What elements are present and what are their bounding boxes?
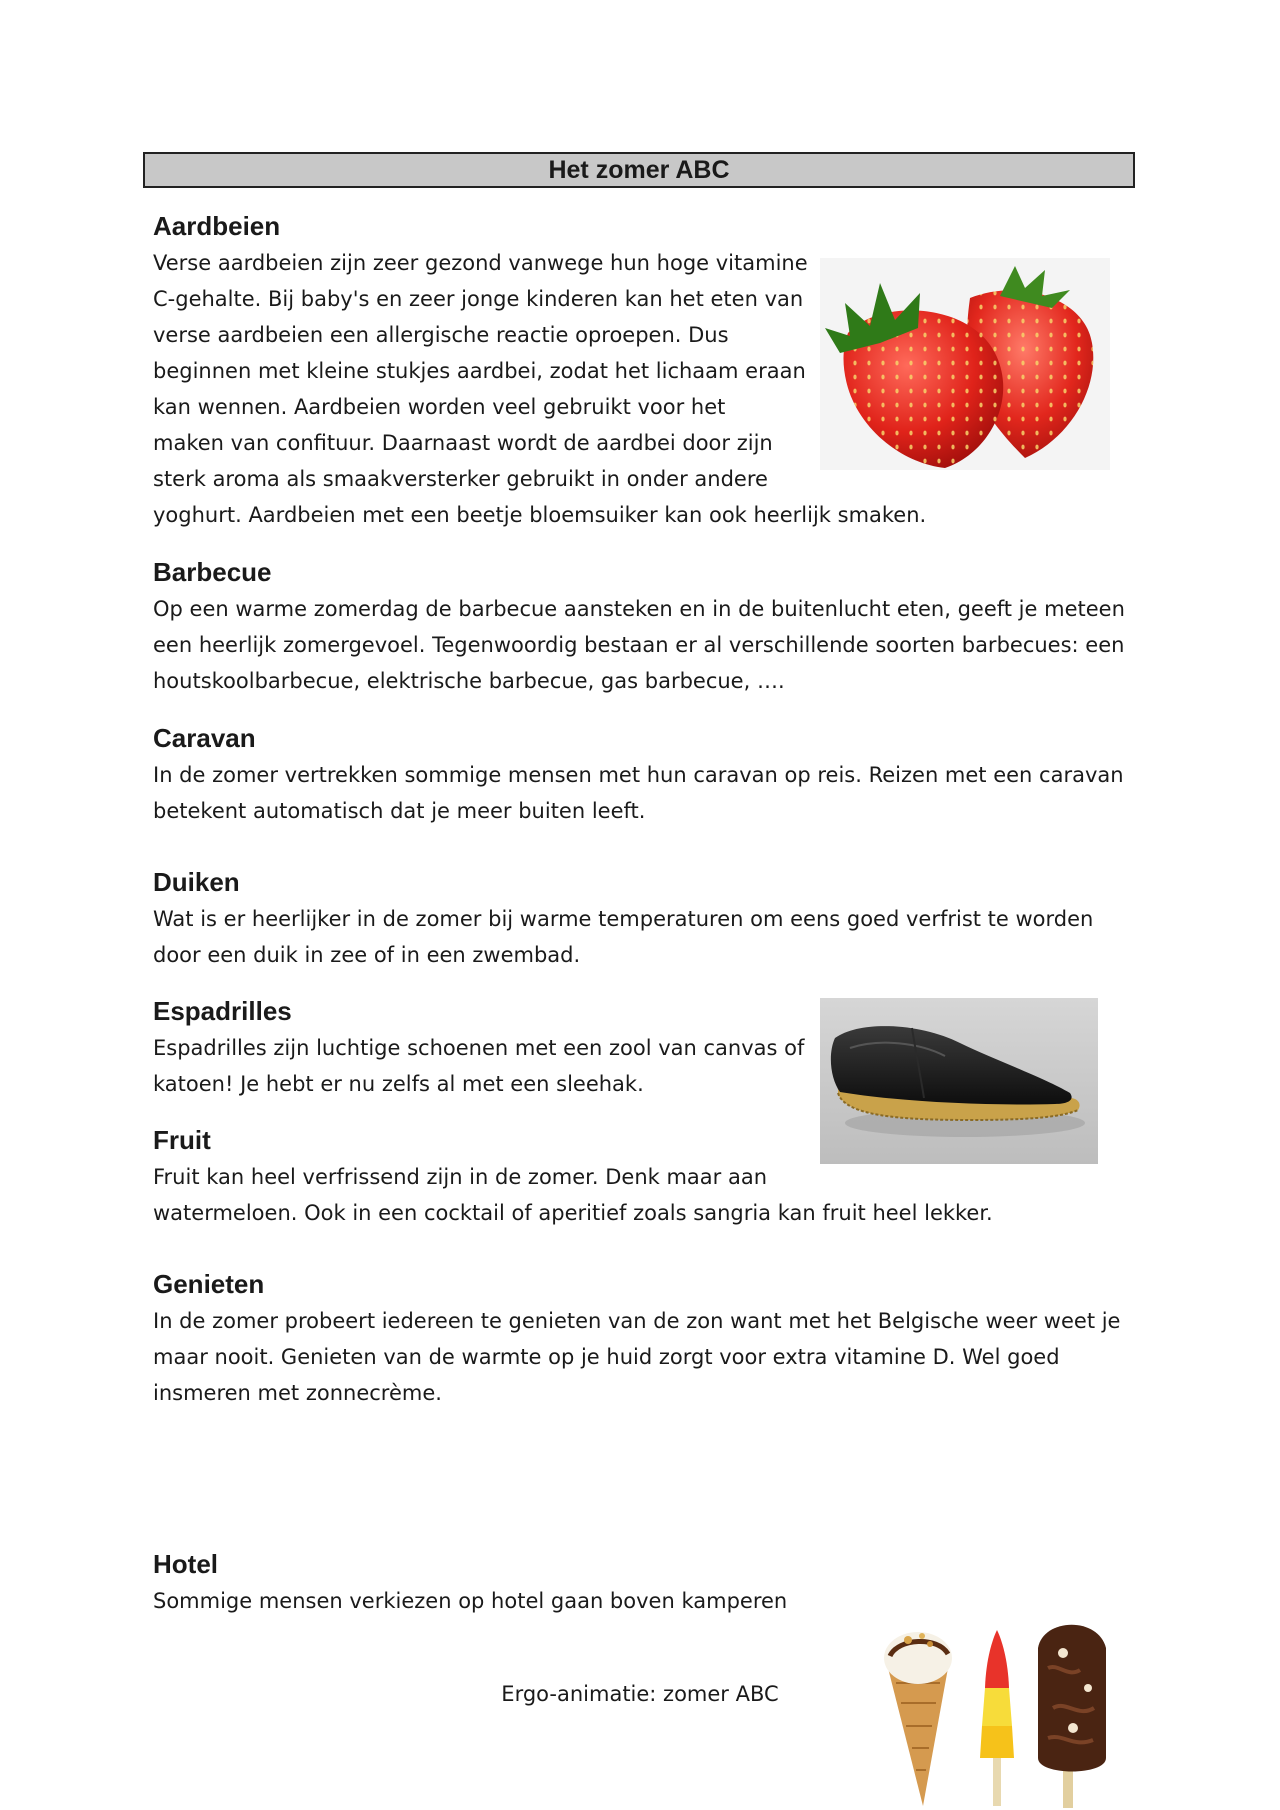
- shoe-image: [820, 998, 1098, 1164]
- section-text-caravan: In de zomer vertrekken sommige mensen met hun caravan op reis. Reizen met een caravan betekent automatisch dat je meer buiten leeft.: [153, 763, 1124, 823]
- section-text-duiken: Wat is er heerlijker in de zomer bij warme temperaturen om eens goed verfrist te worden door een duik in zee of in een zwembad.: [153, 907, 1094, 967]
- section-text-genieten: In de zomer probeert iedereen te genieten van de zon want met het Belgische weer weet je maar nooit. Genieten van de warmte op je huid zorgt voor extra vitamine D. Wel goed insmeren met zonnecrème.: [153, 1309, 1121, 1405]
- page-footer: Ergo-animatie: zomer ABC: [501, 1682, 779, 1706]
- section-heading-espadrilles: Espadrilles: [153, 996, 292, 1026]
- section-text-fruit: Fruit kan heel verfrissend zijn in de zomer. Denk maar aan watermeloen. Ook in een cocktail of aperitief zoals sangria kan fruit heel lekker.: [153, 1165, 993, 1225]
- section-heading-fruit: Fruit: [153, 1125, 211, 1155]
- section-heading-caravan: Caravan: [153, 723, 256, 753]
- section-heading-barbecue: Barbecue: [153, 557, 272, 587]
- section-text-aardbeien: Verse aardbeien zijn zeer gezond vanwege hun hoge vitamine C-gehalte. Bij baby's en zeer jonge kinderen kan het eten van verse aardbeien een allergische reactie oproepen. Dus beginnen met kleine stukjes aardbei, zodat het lichaam eraan kan wennen. Aardbeien worden veel gebruikt voor het maken van confituur. Daarnaast wordt de aardbei door zijn sterk aroma als smaakversterker gebruikt in onder andere yoghurt. Aardbeien met een beetje bloemsuiker kan ook heerlijk smaken.: [153, 251, 927, 527]
- section-heading-hotel: Hotel: [153, 1549, 218, 1579]
- section-heading-aardbeien: Aardbeien: [153, 211, 281, 241]
- section-text-hotel: Sommige mensen verkiezen op hotel gaan boven kamperen: [153, 1589, 788, 1613]
- section-heading-genieten: Genieten: [153, 1269, 265, 1299]
- section-text-espadrilles: Espadrilles zijn luchtige schoenen met een zool van canvas of katoen! Je hebt er nu zelfs al met een sleehak.: [153, 1036, 805, 1096]
- section-text-barbecue: Op een warme zomerdag de barbecue aansteken en in de buitenlucht eten, geeft je meteen een heerlijk zomergevoel. Tegenwoordig bestaan er al verschillende soorten barbecues: een houtskoolbarbecue, elektrische barbecue, gas barbecue, ….: [153, 597, 1125, 693]
- page-title: Het zomer ABC: [143, 152, 1135, 188]
- strawberry-image: [820, 258, 1110, 470]
- ice-cream-image: [868, 1608, 1140, 1808]
- section-heading-duiken: Duiken: [153, 867, 240, 897]
